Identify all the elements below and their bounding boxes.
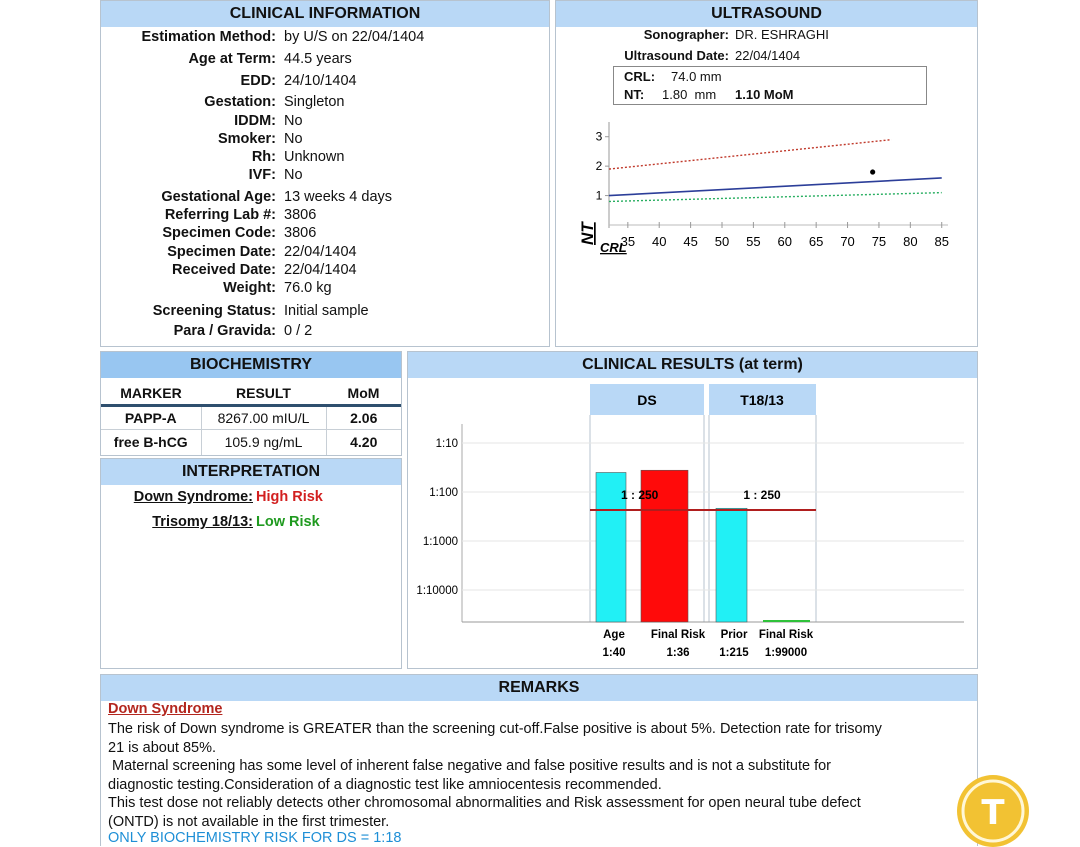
clinical-label: Age at Term: bbox=[188, 50, 276, 67]
remarks-title: REMARKS bbox=[101, 675, 977, 701]
crl-x-tick: 45 bbox=[683, 234, 698, 249]
remarks-biochem-note: ONLY BIOCHEMISTRY RISK FOR DS = 1:18 bbox=[108, 830, 402, 846]
clinical-label: Specimen Date: bbox=[167, 243, 276, 260]
mom-free-bhcg: 4.20 bbox=[326, 429, 401, 455]
clinical-label: Received Date: bbox=[172, 261, 276, 278]
clinical-label: EDD: bbox=[240, 72, 276, 89]
risk-bar-value: 1:215 bbox=[719, 647, 749, 659]
nt-crl-chart bbox=[560, 110, 975, 265]
t18-cutoff-label: 1 : 250 bbox=[743, 488, 781, 502]
table-row bbox=[101, 429, 401, 455]
clinical-value: 44.5 years bbox=[284, 50, 352, 67]
t18-interpretation-label: Trisomy 18/13: bbox=[152, 514, 253, 530]
measurements-box bbox=[613, 66, 927, 105]
crl-x-tick: 70 bbox=[840, 234, 855, 249]
ultrasound-date-value: 22/04/1404 bbox=[735, 48, 801, 63]
nt-label: NT: bbox=[624, 87, 645, 102]
ds-cutoff-label: 1 : 250 bbox=[621, 488, 659, 502]
remark-line: This test dose not reliably detects other chromosomal abnormalities and Risk assessment for open neural tube defect bbox=[108, 795, 861, 811]
clinical-value: Singleton bbox=[284, 94, 345, 111]
clinical-value: 22/04/1404 bbox=[284, 261, 357, 278]
risk-bar-value: 1:36 bbox=[666, 647, 690, 659]
nt-y-tick: 1 bbox=[595, 188, 603, 203]
clinical-value: 3806 bbox=[284, 225, 317, 242]
remark-line: 21 is about 85%. bbox=[108, 739, 217, 756]
risk-y-tick: 1:100 bbox=[429, 487, 458, 499]
nt-series-median bbox=[609, 178, 942, 196]
clinical-label: Gestational Age: bbox=[161, 189, 276, 205]
clinical-value: 13 weeks 4 days bbox=[284, 189, 393, 205]
remark-line: (ONTD) is not available in the first trimester. bbox=[108, 813, 390, 830]
risk-bar-value: 1:99000 bbox=[764, 647, 808, 659]
risk-bar-label: Final Risk bbox=[758, 629, 814, 641]
crl-value: 74.0 mm bbox=[671, 69, 722, 84]
nt-y-tick: 2 bbox=[595, 159, 603, 174]
remarks-heading: Down Syndrome bbox=[108, 701, 223, 717]
crl-x-tick: 35 bbox=[620, 234, 636, 249]
clinical-value: 0 / 2 bbox=[284, 323, 313, 339]
clinical-value: Unknown bbox=[284, 149, 345, 165]
clinical-label: Gestation: bbox=[204, 94, 276, 111]
risk-y-tick: 1:1000 bbox=[422, 536, 458, 548]
crl-x-tick: 60 bbox=[777, 234, 793, 249]
crl-x-tick: 50 bbox=[714, 234, 730, 249]
risk-bar bbox=[763, 620, 810, 622]
clinical-value: Initial sample bbox=[284, 303, 369, 319]
risk-bar-chart bbox=[408, 384, 977, 668]
remarks-body bbox=[108, 720, 973, 831]
clinical-value: 3806 bbox=[284, 207, 317, 224]
result-free-bhcg: 105.9 ng/mL bbox=[201, 429, 326, 455]
ultrasound-date-label: Ultrasound Date: bbox=[624, 48, 729, 63]
crl-x-tick: 85 bbox=[934, 234, 949, 249]
clinical-information-title: CLINICAL INFORMATION bbox=[101, 1, 549, 27]
crl-axis-title: CRL bbox=[600, 240, 627, 255]
result-papp-a: 8267.00 mIU/L bbox=[201, 405, 326, 429]
clinical-label: Estimation Method: bbox=[141, 29, 276, 45]
col-mom: MoM bbox=[347, 385, 380, 402]
clinical-value: No bbox=[284, 167, 303, 183]
marker-free-bhcg: free B-hCG bbox=[113, 434, 188, 451]
risk-bar-label: Age bbox=[603, 629, 625, 641]
ds-interpretation-label: Down Syndrome: bbox=[133, 489, 253, 505]
sonographer-label: Sonographer: bbox=[643, 27, 729, 42]
ultrasound-title: ULTRASOUND bbox=[556, 1, 977, 27]
clinical-label: Para / Gravida: bbox=[173, 323, 276, 339]
crl-x-tick: 75 bbox=[871, 234, 887, 249]
col-result: RESULT bbox=[236, 385, 291, 402]
nt-mom-value: 1.10 MoM bbox=[735, 87, 794, 102]
clinical-value: No bbox=[284, 131, 303, 147]
risk-bar-label: Prior bbox=[720, 629, 748, 641]
risk-bar-label: Final Risk bbox=[650, 629, 706, 641]
clinical-label: Specimen Code: bbox=[162, 225, 276, 242]
col-marker: MARKER bbox=[120, 385, 182, 402]
clinical-label: IVF: bbox=[248, 167, 276, 183]
mom-papp-a: 2.06 bbox=[326, 405, 401, 429]
biochemistry-table bbox=[101, 383, 401, 455]
clinical-label: Rh: bbox=[251, 149, 276, 165]
nt-value: 1.80 mm bbox=[662, 87, 717, 102]
clinical-value: 76.0 kg bbox=[284, 280, 332, 296]
clinical-label: Smoker: bbox=[217, 131, 276, 147]
remark-line: diagnostic testing.Consideration of a diagnostic test like amniocentesis recommended. bbox=[108, 776, 662, 793]
crl-x-tick: 80 bbox=[903, 234, 918, 249]
crl-x-tick: 55 bbox=[746, 234, 761, 249]
risk-bar bbox=[716, 508, 747, 622]
t18-interpretation-value: Low Risk bbox=[256, 514, 320, 530]
clinical-label: Referring Lab #: bbox=[164, 207, 276, 224]
crl-x-tick: 40 bbox=[651, 234, 667, 249]
marker-papp-a: PAPP-A bbox=[124, 409, 177, 426]
remark-line: The risk of Down syndrome is GREATER than the screening cut-off.False positive is about 5%. Detection rate for trisomy bbox=[108, 721, 882, 737]
ds-interpretation-value: High Risk bbox=[256, 489, 323, 505]
nt-y-tick: 3 bbox=[595, 129, 603, 144]
table-row bbox=[101, 405, 401, 429]
sonographer-value: DR. ESHRAGHI bbox=[735, 27, 829, 42]
risk-bar-value: 1:40 bbox=[602, 647, 626, 659]
crl-x-tick: 65 bbox=[808, 234, 824, 249]
biochemistry-title: BIOCHEMISTRY bbox=[101, 352, 401, 378]
clinical-value: 22/04/1404 bbox=[284, 243, 357, 260]
clinical-value: by U/S on 22/04/1404 bbox=[284, 29, 425, 45]
remark-line: Maternal screening has some level of inherent false negative and false positive results and is not a substitute for bbox=[108, 758, 831, 774]
nt-measurement-point bbox=[870, 169, 875, 174]
clinical-label: Screening Status: bbox=[152, 303, 276, 319]
risk-y-tick: 1:10 bbox=[435, 438, 458, 450]
clinical-value: 24/10/1404 bbox=[284, 72, 357, 89]
interpretation-title: INTERPRETATION bbox=[101, 459, 401, 485]
clinical-label: IDDM: bbox=[234, 113, 276, 129]
nt-series-lower bbox=[609, 193, 942, 202]
t18-header: T18/13 bbox=[740, 392, 784, 408]
clinical-label: Weight: bbox=[223, 280, 276, 296]
risk-y-tick: 1:10000 bbox=[416, 585, 458, 597]
crl-label: CRL: bbox=[624, 69, 656, 84]
nt-axis-title: NT bbox=[578, 222, 597, 245]
translate-t-icon[interactable] bbox=[950, 768, 1036, 847]
nt-series-upper bbox=[609, 140, 892, 169]
clinical-value: No bbox=[284, 113, 303, 129]
svg-text:T: T bbox=[981, 793, 1005, 833]
ds-header: DS bbox=[637, 392, 657, 408]
clinical-results-title: CLINICAL RESULTS (at term) bbox=[408, 352, 977, 378]
